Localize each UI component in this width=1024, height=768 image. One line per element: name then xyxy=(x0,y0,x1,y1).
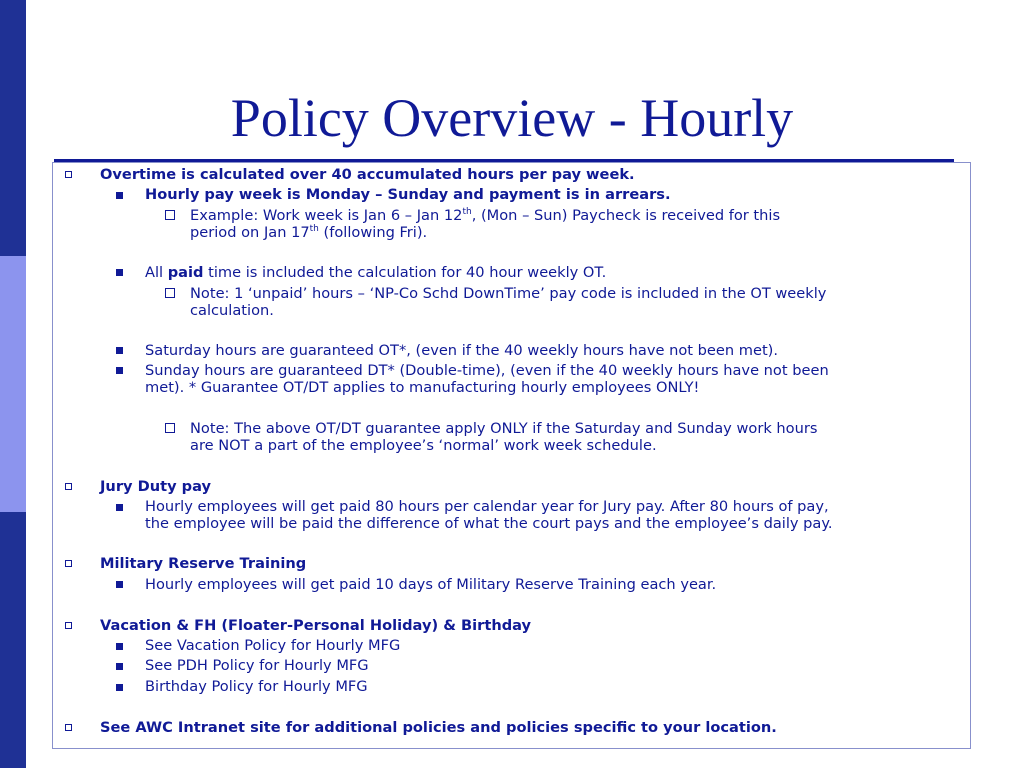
jury-heading: Jury Duty pay xyxy=(100,478,212,495)
square-bullet-icon xyxy=(65,622,72,629)
note2-text: Note: The above OT/DT guarantee apply ONLY if the Saturday and Sunday work hours xyxy=(190,420,818,437)
birthday-item: Birthday Policy for Hourly MFG xyxy=(145,678,368,695)
jury-text: Hourly employees will get paid 80 hours per calendar year for Jury pay. After 80 hours of pay, xyxy=(145,498,829,515)
filled-bullet-icon xyxy=(116,367,123,374)
square-bullet-icon xyxy=(165,288,175,298)
page-title: Policy Overview - Hourly xyxy=(230,88,794,148)
intranet-note: See AWC Intranet site for additional policies and policies specific to your location. xyxy=(100,719,777,736)
pdh-item: See PDH Policy for Hourly MFG xyxy=(145,657,369,674)
filled-bullet-icon xyxy=(116,663,123,670)
example-text: Example: Work week is Jan 6 – Jan 12th, (Mon – Sun) Paycheck is received for this xyxy=(190,207,781,224)
square-bullet-icon xyxy=(165,210,175,220)
accent-bar-bottom xyxy=(0,512,26,768)
filled-bullet-icon xyxy=(116,581,123,588)
accent-bar-middle xyxy=(0,256,26,512)
note1-text: Note: 1 ‘unpaid’ hours – ‘NP-Co Schd DownTime’ pay code is included in the OT weekly xyxy=(190,285,827,302)
military-text: Hourly employees will get paid 10 days of Military Reserve Training each year. xyxy=(145,576,717,593)
paid-time-text: All paid time is included the calculation for 40 hour weekly OT. xyxy=(145,264,607,281)
overtime-heading: Overtime is calculated over 40 accumulated hours per pay week. xyxy=(100,166,635,183)
square-bullet-icon xyxy=(65,724,72,731)
filled-bullet-icon xyxy=(116,347,123,354)
pay-week-text: Hourly pay week is Monday – Sunday and payment is in arrears. xyxy=(145,186,671,203)
vacation-heading: Vacation & FH (Floater-Personal Holiday) & Birthday xyxy=(100,617,532,634)
square-bullet-icon xyxy=(165,423,175,433)
square-bullet-icon xyxy=(65,483,72,490)
filled-bullet-icon xyxy=(116,269,123,276)
military-heading: Military Reserve Training xyxy=(100,555,307,572)
note1-text-cont: calculation. xyxy=(190,302,274,319)
sunday-text-cont: met). * Guarantee OT/DT applies to manufacturing hourly employees ONLY! xyxy=(145,379,700,396)
sunday-text: Sunday hours are guaranteed DT* (Double-time), (even if the 40 weekly hours have not been xyxy=(145,362,829,379)
filled-bullet-icon xyxy=(116,684,123,691)
square-bullet-icon xyxy=(65,560,72,567)
filled-bullet-icon xyxy=(116,643,123,650)
jury-text-cont: the employee will be paid the difference of what the court pays and the employee’s daily pay. xyxy=(145,515,833,532)
vacation-item: See Vacation Policy for Hourly MFG xyxy=(145,637,401,654)
note2-text-cont: are NOT a part of the employee’s ‘normal’ work week schedule. xyxy=(190,437,657,454)
filled-bullet-icon xyxy=(116,192,123,199)
example-text-cont: period on Jan 17th (following Fri). xyxy=(190,224,428,241)
filled-bullet-icon xyxy=(116,504,123,511)
saturday-text: Saturday hours are guaranteed OT*, (even if the 40 weekly hours have not been met). xyxy=(145,342,779,359)
square-bullet-icon xyxy=(65,171,72,178)
